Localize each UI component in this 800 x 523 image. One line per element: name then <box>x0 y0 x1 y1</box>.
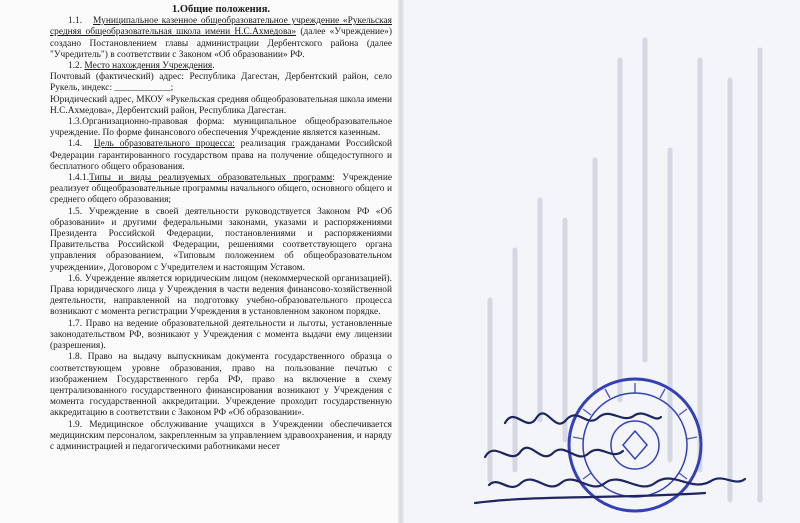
paragraph-1-4: 1.4. Цель образовательного процесса: реализация гражданами Российской Федерации гарантированного государством права на получение общедоступного и бесплатного общего образования. <box>50 139 393 172</box>
paragraph-1-9: 1.9. Медицинское обслуживание учащихся в Учреждении обеспечивается медицинским персоналом, закрепленным за управлением здравоохранения, и наряду с администрацией и педагогическими работниками несет <box>50 419 392 452</box>
page-fold <box>398 0 404 523</box>
legal-address: Юридический адрес, МКОУ «Рукельская средняя общеобразовательная школа имени Н.С.Ахмедова», Дербентский район, Республика Дагестан. <box>50 94 392 116</box>
school-name: Муниципальное казенное общеобразовательное учреждение «Рукельская средняя общеобразовательная школа имени Н.С.Ахмедова» <box>50 16 392 38</box>
paragraph-1-8: 1.8. Право на выдачу выпускникам документа государственного образца о соответствующем уровне образования, право на пользование печатью с изображением Государственного герба РФ, право на включение в схему централизованного государственного финансирования возникают у Учреждения с момента государственной аккредитации. Учреждение проходит государственную аккредитацию в соответствии с Законом РФ «Об образовании». <box>50 352 392 419</box>
charter-text <box>50 4 392 453</box>
handwritten-signature <box>455 395 755 515</box>
paragraph-1-6: 1.6. Учреждение является юридическим лицом (некоммерческой организацией). Права юридического лица у Учреждения в части ведения финансово-хозяйственной деятельности, направленной на подготовку учебно-образовательного процесса возникают с момента регистрации Учреждения в установленном законом порядке. <box>50 273 392 318</box>
paragraph-1-4-1: 1.4.1.Типы и виды реализуемых образовательных программ: Учреждение реализует общеобразовательные программы начального общего, основного общего и среднего общего образования; <box>50 173 393 206</box>
paragraph-1-1: 1.1. Муниципальное казенное общеобразовательное учреждение «Рукельская средняя общеобразовательная школа имени Н.С.Ахмедова» (далее «Учреждение») создано Постановлением главы администрации Дербентского района (далее "Учредитель") в соответствии с Законом «Об образовании» РФ. <box>50 16 392 60</box>
postal-address: Почтовый (фактический) адрес: Республика Дагестан, Дербентский район, село Рукель, индекс: ____________; <box>50 72 392 94</box>
paragraph-1-5: 1.5. Учреждение в своей деятельности руководствуется Законом РФ «Об образовании» и другими федеральными законами, указами и распоряжениями Президента Российской Федерации, постановлениями и распоряжениями Правительства Российской Федерации, решениями соответствующего органа управления образованием, «Типовым положением об общеобразовательном учреждении», Договором с Учредителем и настоящим Уставом. <box>50 206 393 273</box>
paragraph-1-2: 1.2. Место нахождения Учреждения. <box>68 61 215 72</box>
paragraph-1-3: 1.3.Организационно-правовая форма: муниципальное общеобразовательное учреждение. По форме финансового обеспечения Учреждение является казенным. <box>50 117 392 139</box>
paragraph-1-7: 1.7. Право на ведение образовательной деятельности и льготы, установленные законодательством РФ, возникают у Учреждения с момента выдачи ему лицензии (разрешения). <box>50 318 393 352</box>
section-heading: 1.Общие положения. <box>171 4 271 15</box>
